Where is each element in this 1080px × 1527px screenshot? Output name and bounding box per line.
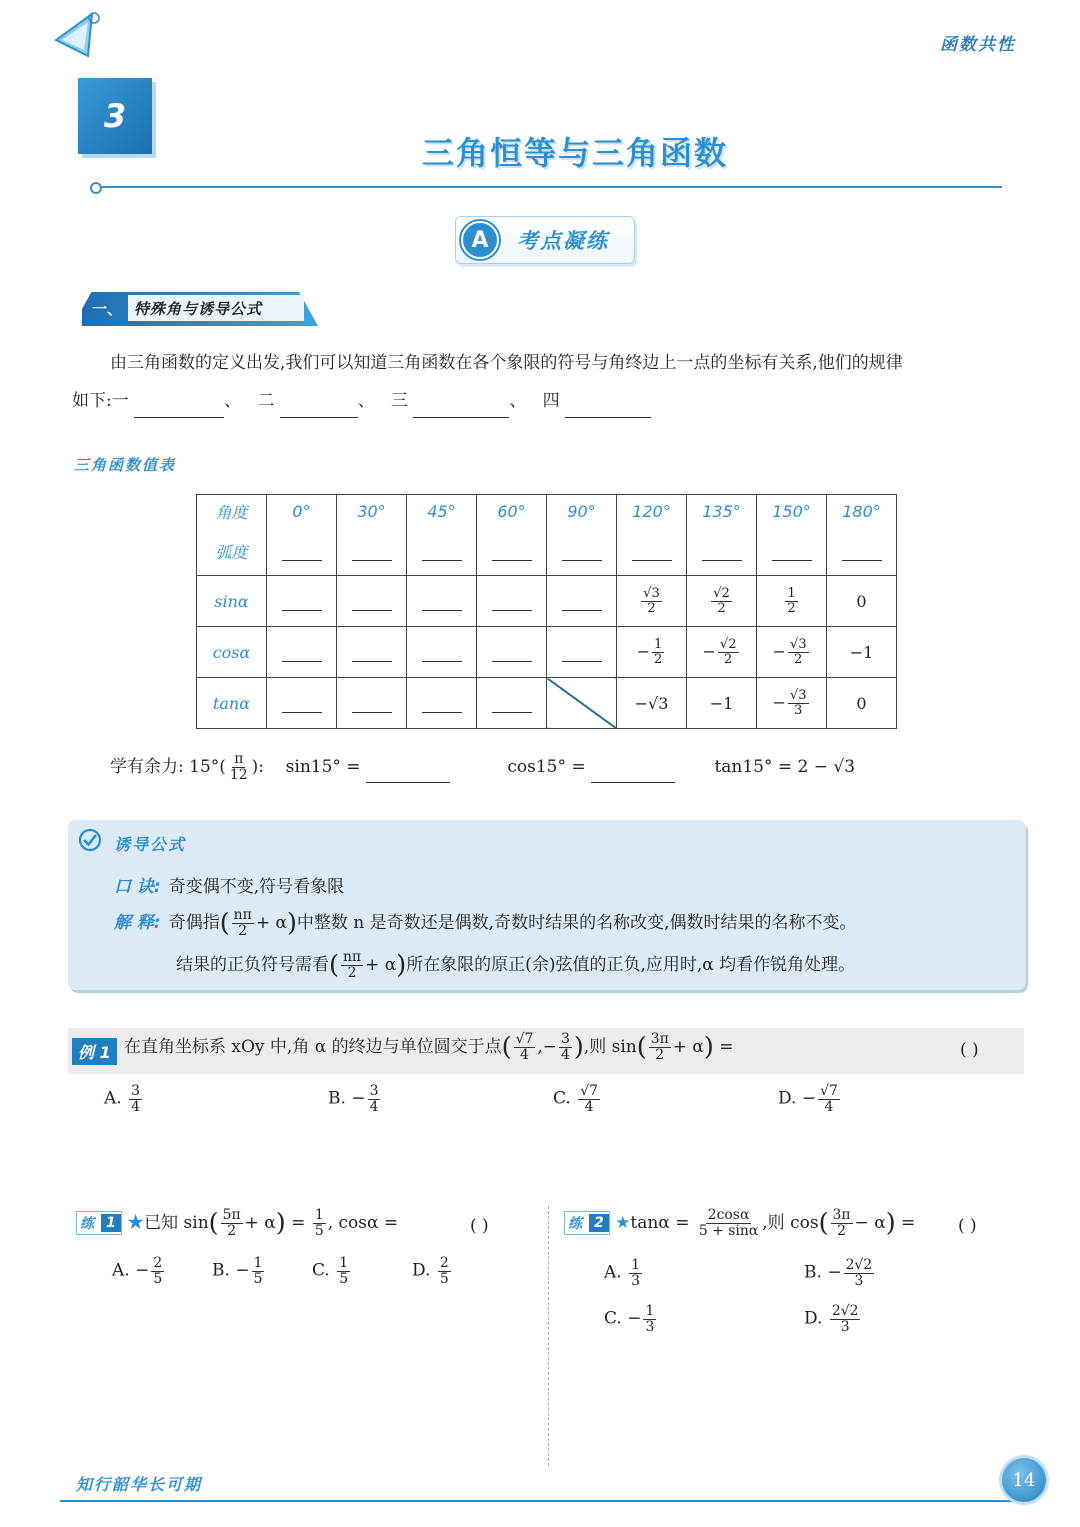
radian-label: 弧度 [197,527,267,576]
row-label-sin: sinα [197,576,267,627]
header-label: 函数共性 [940,35,1016,55]
answer-blank[interactable] [134,417,224,418]
chapter-title: 三角恒等与三角函数 [421,134,728,172]
footer-motto: 知行韶华长可期 [76,1475,203,1494]
row-label-cos: cosα [197,627,267,678]
angle-label: 角度 [197,495,267,528]
option-a[interactable]: A. $\frac{3}{4}$ [104,1083,140,1115]
table-cell[interactable] [267,576,337,627]
table-cell[interactable] [267,527,337,576]
star-icon: ★ [615,1213,631,1233]
table-cell[interactable] [407,576,477,627]
table-cell[interactable] [267,627,337,678]
table-cell[interactable] [407,527,477,576]
callout-mnemonic: 口 诀: 奇变偶不变,符号看象限 [114,877,345,897]
table-cell: 0 [827,678,897,729]
table-cell: − $\frac{√3}{2}$ [757,627,827,678]
option-b[interactable]: B. − $\frac{3}{4}$ [328,1083,379,1115]
subsection-banner [82,292,318,326]
callout-sign-rule: 结果的正负符号需看( $\frac{n\pi}{2}$ + α)所在象限的原正(余)弦值的正负,应用时,α 均看作锐角处理。 [176,949,856,981]
table-cell: 0 [827,576,897,627]
title-divider-dot-icon [90,182,102,194]
answer-bracket[interactable]: ( ) [958,1216,977,1236]
table-cell: − $\frac{√3}{3}$ [757,678,827,729]
star-icon: ★ [127,1213,145,1233]
extra-practice-line: 学有余力: 15°( $\frac{\pi}{12}$ ): sin15° = cos15° = tan15° = 2 − √3 [110,751,856,783]
page-number: 14 [1002,1458,1046,1502]
subsection-title: 特殊角与诱导公式 [128,295,304,321]
practice-tag: 练 1 [76,1211,122,1235]
chapter-number-badge: 3 [78,78,152,154]
answer-blank[interactable] [366,782,450,783]
option-c[interactable]: C. $\frac{1}{5}$ [312,1255,349,1287]
answer-blank[interactable] [591,782,675,783]
subsection-number: 一、 [92,300,123,318]
option-a[interactable]: A. − $\frac{2}{5}$ [112,1255,163,1287]
footer-divider [60,1500,1020,1502]
angle-header: 30° [337,495,407,528]
table-cell[interactable] [687,527,757,576]
angle-header: 45° [407,495,477,528]
angle-header: 60° [477,495,547,528]
angle-header: 135° [687,495,757,528]
practice-tag: 练 2 [564,1211,610,1235]
table-cell[interactable] [477,627,547,678]
table-heading: 三角函数值表 [74,456,177,474]
table-cell[interactable] [267,678,337,729]
answer-bracket[interactable]: ( ) [470,1216,489,1236]
table-cell: −1 [827,627,897,678]
table-cell: − $\frac{√2}{2}$ [687,627,757,678]
table-cell[interactable] [407,627,477,678]
answer-blank[interactable] [565,417,651,418]
check-circle-icon [78,828,102,852]
option-b[interactable]: B. − $\frac{2√2}{3}$ [804,1257,873,1289]
table-cell[interactable] [407,678,477,729]
answer-bracket[interactable]: ( ) [960,1040,979,1060]
brand-logo-icon [52,10,104,62]
callout-explanation: 解 释: 奇偶指( $\frac{n\pi}{2}$ + α)中整数 n 是奇数还是偶数,奇数时结果的名称改变,偶数时结果的名称不变。 [114,907,857,939]
example-tag: 例 1 [72,1038,117,1065]
callout-title: 诱导公式 [114,835,187,854]
section-label: 考点凝练 [517,229,609,253]
section-letter: A [461,221,499,259]
table-cell[interactable] [477,678,547,729]
intro-line-1: 由三角函数的定义出发,我们可以知道三角函数在各个象限的符号与角终边上一点的坐标有关系,他们的规律 [110,353,903,373]
title-divider [96,186,1002,188]
option-b[interactable]: B. − $\frac{1}{5}$ [212,1255,263,1287]
section-badge [455,216,635,264]
practice-1-question: 练 1 ★已知 sin( $\frac{5\pi}{2}$ + α) = $\frac{1}{5}$ , cosα = [76,1208,398,1239]
table-cell[interactable] [547,576,617,627]
table-cell[interactable] [547,627,617,678]
option-c[interactable]: C. − $\frac{1}{3}$ [604,1303,655,1335]
option-d[interactable]: D. $\frac{2√2}{3}$ [804,1303,859,1335]
table-cell[interactable] [547,527,617,576]
table-cell[interactable] [477,576,547,627]
table-cell[interactable] [337,627,407,678]
table-cell: $\frac{√2}{2}$ [687,576,757,627]
example-question: 在直角坐标系 xOy 中,角 α 的终边与单位圆交于点( $\frac{√7}{4}$ ,− $\frac{3}{4}$ ),则 sin( $\frac{3\pi}{2}$ + α) = [124,1031,734,1063]
table-cell[interactable] [477,527,547,576]
angle-header: 0° [267,495,337,528]
option-c[interactable]: C. $\frac{√7}{4}$ [553,1083,598,1115]
table-cell[interactable] [757,527,827,576]
angle-header: 90° [547,495,617,528]
table-cell: $\frac{√3}{2}$ [617,576,687,627]
table-cell[interactable] [827,527,897,576]
table-cell[interactable] [337,527,407,576]
table-cell-undefined [547,678,617,729]
row-label-tan: tanα [197,678,267,729]
column-divider [548,1206,549,1466]
table-cell[interactable] [337,678,407,729]
answer-blank[interactable] [280,417,358,418]
induction-formula-callout [68,820,1026,990]
table-cell[interactable] [617,527,687,576]
intro-line-2: 如下:一 、 二 、 三 、 四 [72,384,992,418]
trig-value-table [196,494,897,729]
table-cell: $\frac{1}{2}$ [757,576,827,627]
option-a[interactable]: A. $\frac{1}{3}$ [604,1257,640,1289]
option-d[interactable]: D. − $\frac{√7}{4}$ [778,1083,838,1115]
table-cell: −1 [687,678,757,729]
angle-header: 150° [757,495,827,528]
table-cell: − $\frac{1}{2}$ [617,627,687,678]
angle-header: 180° [827,495,897,528]
table-cell[interactable] [337,576,407,627]
answer-blank[interactable] [413,417,509,418]
table-cell: −√3 [617,678,687,729]
practice-2-question: 练 2 ★tanα = $\frac{2\cos\alpha}{5 + \sin\alpha}$ ,则 cos( $\frac{3\pi}{2}$ − α) = [564,1208,915,1239]
option-d[interactable]: D. $\frac{2}{5}$ [412,1255,449,1287]
angle-header: 120° [617,495,687,528]
